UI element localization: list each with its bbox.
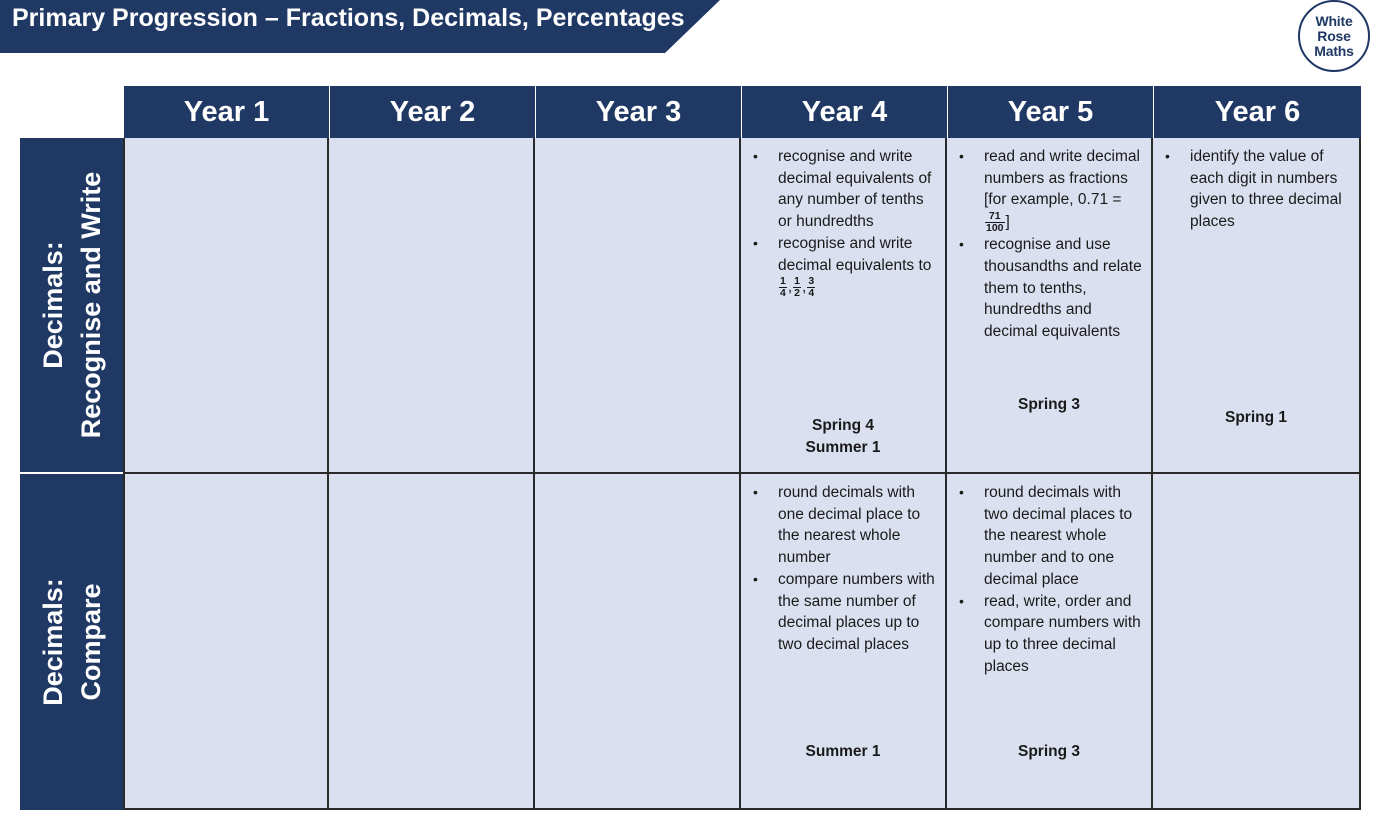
cell-row2-year4 [741,474,947,810]
column-header-year-4: Year 4 [741,86,947,138]
progression-table [20,86,1361,810]
list-item: • read, write, order and compare numbers with up to three decimal places [947,591,1143,678]
logo-text-maths: Maths [1314,42,1354,59]
fraction-one-quarter: $\frac{1}{4}$ [780,275,786,300]
white-rose-maths-logo [1298,0,1370,72]
list-item: • recognise and use thousandths and relate them to tenths, hundredths and decimal equivalents [947,234,1143,343]
fraction-seventy-one-hundredths: $\frac{71}{100}$ [986,210,1004,235]
bullet-list [947,138,1151,343]
fraction-one-half: $\frac{1}{2}$ [794,275,800,300]
logo-text-rose: Rose [1317,27,1351,44]
list-item: • round decimals with two decimal places to the nearest whole number and to one decimal place [947,482,1143,591]
list-item: • compare numbers with the same number of decimal places up to two decimal places [741,569,937,656]
cell-row2-year1 [123,474,329,810]
bullet-list [947,474,1151,677]
list-item-text-end: ] [1005,213,1010,231]
cell-row2-year3 [535,474,741,810]
row-header-text [34,172,110,439]
term-label: Summer 1 [805,743,881,760]
cell-row1-year3 [535,138,741,474]
list-item: • identify the value of each digit in numbers given to three decimal places [1153,146,1351,233]
column-header-year-1: Year 1 [123,86,329,138]
list-item: • recognise and write decimal equivalents to $\frac{1}{4}$ , $\frac{1}{2}$ , $\frac{3}{4}$ [741,233,937,299]
bullet-list [1153,138,1359,233]
row-header-line-2: Recognise and Write [75,171,106,439]
row-header-compare [20,474,123,810]
row-header-text [34,578,110,706]
row-header-line-1: Decimals: [37,241,68,369]
term-label-line-2: Summer 1 [805,439,881,456]
cell-row1-year1 [123,138,329,474]
list-item: • recognise and write decimal equivalents of any number of tenths or hundredths [741,146,937,233]
row-header-recognise-and-write [20,138,123,474]
page-title: Primary Progression – Fractions, Decimals, Percentages [12,4,685,32]
cell-row1-year2 [329,138,535,474]
term-label: Spring 3 [1017,396,1080,413]
list-item-text: read and write decimal numbers as fractions [for example, 0.71 = [984,148,1140,209]
bullet-list [741,138,945,299]
column-header-year-3: Year 3 [535,86,741,138]
cell-row1-year4 [741,138,947,474]
logo-text-white: White [1315,12,1353,29]
cell-row1-year6 [1153,138,1361,474]
list-item: • round decimals with one decimal place to the nearest whole number [741,482,937,569]
fraction-three-quarters: $\frac{3}{4}$ [808,275,815,300]
term-label-line-1: Spring 4 [811,417,874,434]
term-label [741,415,945,459]
list-item-text: recognise and write decimal equivalents to [778,234,932,274]
bullet-list [741,474,945,656]
list-item [947,146,1143,234]
cell-row2-year2 [329,474,535,810]
cell-row2-year5 [947,474,1153,810]
term-label: Spring 3 [1017,743,1080,760]
cell-row2-year6 [1153,474,1361,810]
term-label: Spring 1 [1224,409,1287,426]
column-header-year-2: Year 2 [329,86,535,138]
row-header-line-1: Decimals: [37,578,68,706]
column-header-year-6: Year 6 [1153,86,1361,138]
row-header-line-2: Compare [75,583,106,701]
column-header-year-5: Year 5 [947,86,1153,138]
cell-row1-year5 [947,138,1153,474]
